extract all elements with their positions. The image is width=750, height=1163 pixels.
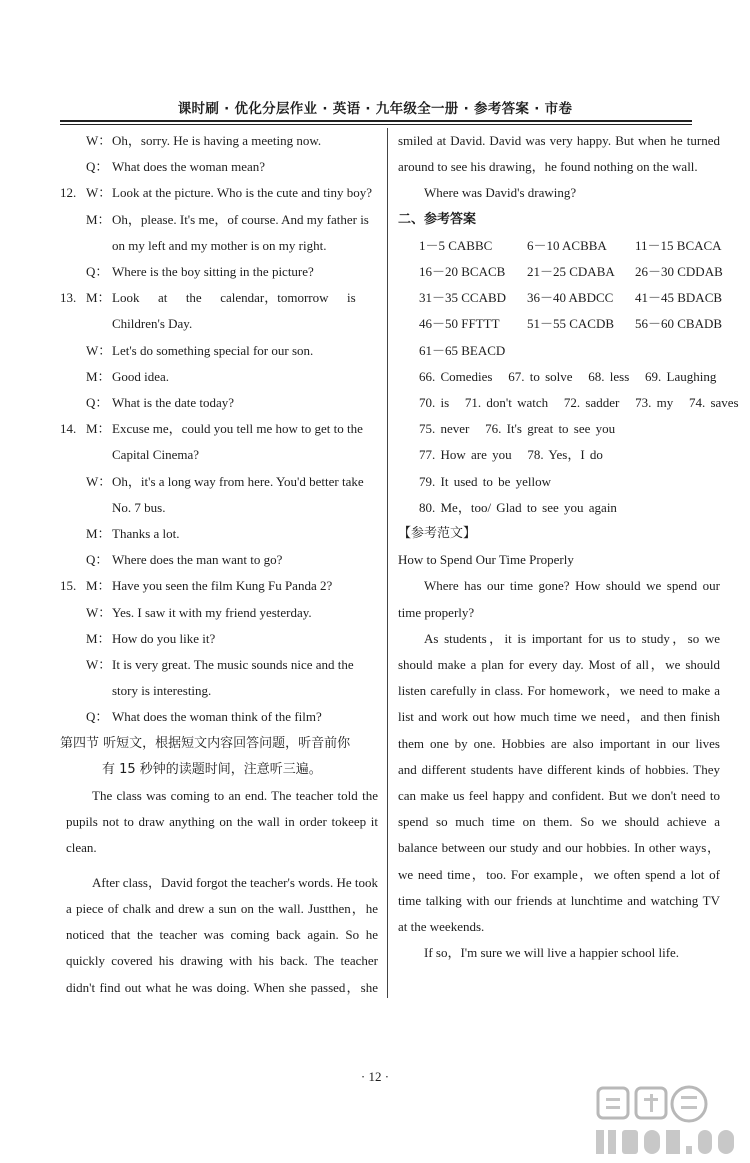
dialogue-text: Good idea. [112, 368, 170, 384]
item-number [60, 311, 86, 337]
passage-question: Where was David's drawing? [424, 185, 577, 201]
answer-cell: 21－25 CDABA [527, 264, 615, 280]
item-number: 13. [60, 290, 77, 306]
item-number [60, 521, 86, 547]
speaker-label: Q： [86, 709, 109, 725]
essay-line: time talking with our friends at lunchtime and watching TV [398, 892, 720, 908]
item-number: 15. [60, 578, 77, 594]
passage-line: The class was coming to an end. The teacher told the [92, 788, 378, 804]
dialogue-text: Excuse me，could you tell me how to get to the [112, 421, 363, 437]
dialogue-line [86, 364, 378, 390]
passage-line: pupils not to draw anything on the wall in order tokeep it [66, 814, 378, 830]
item-number: 14. [60, 421, 77, 437]
answer-cell: 31－35 CCABD [419, 290, 507, 306]
item-number [60, 495, 86, 521]
fill-answer-line: 77. How are you 78. Yes，I do [419, 447, 603, 463]
item-number [60, 469, 86, 495]
speaker-label: M： [86, 421, 111, 437]
listening-passage-end [398, 128, 720, 180]
item-number [60, 128, 86, 154]
dialogue-text: Oh，please. It's me，of course. And my father is [112, 211, 369, 227]
dialogue-line [86, 600, 378, 626]
item-number: 12. [60, 185, 77, 201]
essay-line: list and work out how much time we need，and then finish [398, 709, 720, 725]
item-number [60, 600, 86, 626]
dialogue-text: Let's do something special for our son. [112, 342, 314, 358]
dialogue-line [86, 207, 378, 233]
listening-passage [66, 783, 378, 1001]
item-number [60, 154, 86, 180]
column-divider [387, 128, 388, 998]
dialogue-line [86, 469, 378, 495]
essay-line: should make a plan for every day. Most of all，we should [398, 657, 720, 673]
essay-label: 【参考范文】 [398, 526, 477, 542]
passage-line: smiled at David. David was very happy. But when he turned [398, 133, 720, 148]
essay-line: Where has our time gone? How should we spend our [424, 578, 720, 594]
speaker-label: M： [86, 211, 111, 227]
item-number [60, 442, 86, 468]
dialogue-list [60, 128, 378, 731]
dialogue-text: Children's Day. [112, 316, 193, 332]
speaker-label: M： [86, 630, 111, 646]
dialogue-line [86, 626, 378, 652]
dialogue-line [60, 573, 378, 599]
dialogue-text: Have you seen the film Kung Fu Panda 2? [112, 578, 333, 594]
dialogue-text: How do you like it? [112, 630, 216, 646]
dialogue-text: Look at the calendar，tomorrow is [112, 290, 356, 306]
dialogue-line [60, 416, 378, 442]
passage-line: quickly covered his drawing with his back. The teacher [66, 953, 378, 969]
item-number [60, 652, 86, 678]
dialogue-text: No. 7 bus. [112, 499, 166, 515]
passage-line: After class，David forgot the teacher's words. He took [92, 874, 378, 890]
dialogue-text: Capital Cinema? [112, 447, 200, 463]
dialogue-line [60, 285, 378, 311]
dialogue-text: Oh，sorry. He is having a meeting now. [112, 133, 322, 148]
dialogue-line [86, 442, 378, 468]
answer-cell: 36－40 ABDCC [527, 290, 614, 306]
dialogue-text: Yes. I saw it with my friend yesterday. [112, 604, 312, 620]
answer-row [419, 233, 720, 259]
speaker-label [86, 311, 112, 337]
speaker-label: Q： [86, 395, 109, 411]
dialogue-text: Where does the man want to go? [112, 552, 283, 568]
item-number [60, 547, 86, 573]
answer-cell: 16－20 BCACB [419, 264, 506, 280]
answer-cell: 46－50 FFTTT [419, 316, 500, 332]
answer-row [419, 285, 723, 311]
essay-line: can make us feel happy and confident. But we don't need to [398, 788, 720, 804]
item-number [60, 259, 86, 285]
dialogue-line [86, 704, 378, 730]
dialogue-line [86, 495, 378, 521]
section4-title-line2: 有 15 秒钟的读题时间，注意听三遍。 [102, 761, 322, 777]
speaker-label [86, 495, 112, 521]
dialogue-line [86, 652, 378, 678]
dialogue-text: What does the woman think of the film? [112, 709, 322, 725]
essay-line: at the weekends. [398, 919, 485, 935]
dialogue-text: Where is the boy sitting in the picture? [112, 264, 314, 280]
dialogue-text: Thanks a lot. [112, 526, 180, 542]
answer-cell: 1－5 CABBC [419, 237, 493, 253]
speaker-label [86, 442, 112, 468]
answer-cell: 6－10 ACBBA [527, 237, 607, 253]
fill-answers [398, 364, 739, 521]
dialogue-line [86, 311, 378, 337]
essay-line: As students，it is important for us to study，so we [424, 630, 720, 646]
model-essay [398, 573, 720, 966]
passage-line: noticed that the teacher was coming back again. So he [66, 927, 378, 943]
header-rule-thick [60, 120, 692, 122]
answer-cell [527, 338, 635, 364]
essay-line: them one by one. Hobbies are also important in our lives [398, 735, 720, 751]
item-number [60, 678, 86, 704]
essay-line: time properly? [398, 604, 475, 620]
fill-answer-line: 66. Comedies 67. to solve 68. less 69. Laughing [419, 368, 717, 384]
answer-cell: 61－65 BEACD [419, 342, 506, 358]
fill-answer-line: 79. It used to be yellow [419, 473, 552, 489]
right-column [398, 128, 739, 967]
speaker-label: M： [86, 290, 111, 306]
header-rule-thin [60, 124, 692, 125]
passage-line: clean. [66, 840, 97, 856]
dialogue-line [86, 338, 378, 364]
essay-line: balance between our study and our hobbies. In other ways， [398, 840, 720, 856]
essay-line: and different students have different kinds of hobbies. They [398, 761, 720, 777]
answer-row [419, 259, 723, 285]
dialogue-text: What does the woman mean? [112, 159, 266, 175]
speaker-label [86, 678, 112, 704]
item-number [60, 233, 86, 259]
passage-line: a piece of chalk and drew a sun on the wall. Justthen，he [66, 900, 378, 916]
essay-line: listen carefully in class. For homework，we need to make a [398, 683, 720, 699]
fill-answer-line: 80. Me，too/ Glad to see you again [419, 499, 617, 515]
speaker-label: M： [86, 526, 111, 542]
item-number [60, 390, 86, 416]
section4-title: 第四节 听短文，根据短文内容回答问题，听音前你 [60, 735, 351, 751]
dialogue-line [86, 390, 378, 416]
item-number [60, 364, 86, 390]
essay-line: If so，I'm sure we will live a happier school life. [424, 945, 680, 961]
passage-line: around to see his drawing，he found nothing on the wall. [398, 159, 698, 175]
essay-line: spend so much time on them. So we should achieve a [398, 814, 720, 830]
speaker-label: W： [86, 473, 112, 489]
essay-line: we need time，too. For example，we often spend a lot of [398, 866, 720, 882]
speaker-label: Q： [86, 264, 109, 280]
speaker-label: M： [86, 578, 111, 594]
answer-cell: 26－30 CDDAB [635, 264, 723, 280]
speaker-label: W： [86, 185, 112, 201]
dialogue-text: Oh，it's a long way from here. You'd better take [112, 473, 364, 489]
dialogue-text: Look at the picture. Who is the cute and tiny boy? [112, 185, 373, 201]
speaker-label: W： [86, 604, 112, 620]
item-number [60, 207, 86, 233]
page-header: 课时刷 · 优化分层作业 · 英语 · 九年级全一册 · 参考答案 · 市卷 [177, 101, 573, 117]
dialogue-line [86, 259, 378, 285]
passage-line: didn't find out what he was doing. When she passed，she [66, 979, 378, 995]
dialogue-line [86, 547, 378, 573]
answer-cell: 56－60 CBADB [635, 316, 723, 332]
watermark-logo [592, 1082, 744, 1160]
essay-title: How to Spend Our Time Properly [398, 552, 574, 568]
left-column [60, 128, 378, 1001]
speaker-label: M： [86, 368, 111, 384]
page-number: · 12 · [360, 1069, 390, 1084]
speaker-label: Q： [86, 159, 109, 175]
dialogue-line [86, 128, 378, 154]
item-number [60, 338, 86, 364]
dialogue-text: on my left and my mother is on my right. [112, 237, 327, 253]
answers-title: 二、参考答案 [398, 211, 477, 227]
dialogue-line [86, 678, 378, 704]
item-number [60, 704, 86, 730]
fill-answer-line: 75. never 76. It's great to see you [419, 421, 616, 437]
dialogue-text: It is very great. The music sounds nice and the [112, 657, 354, 673]
answer-cell: 11－15 BCACA [635, 237, 722, 253]
speaker-label: W： [86, 657, 112, 673]
dialogue-text: story is interesting. [112, 683, 212, 699]
speaker-label [86, 233, 112, 259]
speaker-label: Q： [86, 552, 109, 568]
answer-row [419, 338, 720, 364]
item-number [60, 626, 86, 652]
dialogue-line [86, 154, 378, 180]
speaker-label: W： [86, 342, 112, 358]
speaker-label: W： [86, 133, 112, 148]
answer-cell: 41－45 BDACB [635, 290, 723, 306]
answer-key [398, 233, 723, 364]
dialogue-text: What is the date today? [112, 395, 235, 411]
dialogue-line [86, 521, 378, 547]
dialogue-line [60, 180, 378, 206]
fill-answer-line: 70. is 71. don't watch 72. sadder 73. my 74. saves [419, 395, 739, 411]
answer-cell: 51－55 CACDB [527, 316, 615, 332]
answer-row [419, 311, 723, 337]
dialogue-line [86, 233, 378, 259]
